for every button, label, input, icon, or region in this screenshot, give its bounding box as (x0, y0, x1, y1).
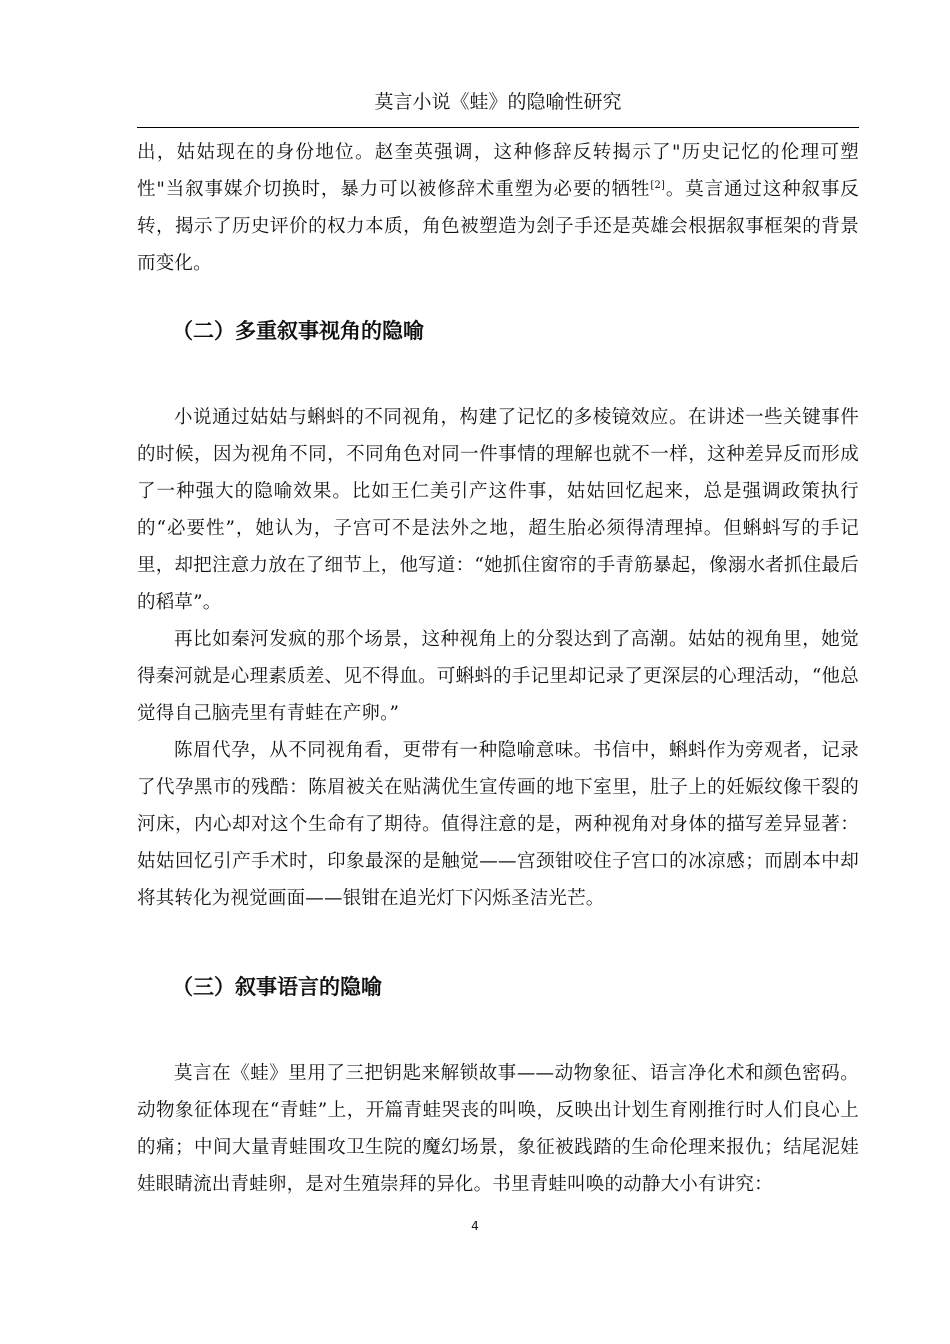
continuation-paragraph (137, 134, 859, 282)
paragraph: 陈眉代孕，从不同视角看，更带有一种隐喻意味。书信中，蝌蚪作为旁观者，记录了代孕黑市的残酷：陈眉被关在贴满优生宣传画的地下室里，肚子上的妊娠纹像干裂的河床，内心却对这个生命有了期待。值得注意的是，两种视角对身体的描写差异显著：姑姑回忆引产手术时，印象最深的是触觉——宫颈钳咬住子宫口的冰凉感；而剧本中却将其转化为视觉画面——银钳在追光灯下闪烁圣洁光芒。 (137, 740, 859, 909)
page-number: 4 (471, 1219, 479, 1233)
running-header: 莫言小说《蛙》的隐喻性研究 (374, 91, 622, 113)
paragraph: 再比如秦河发疯的那个场景，这种视角上的分裂达到了高潮。姑姑的视角里，她觉得秦河就是心理素质差、见不得血。可蝌蚪的手记里却记录了更深层的心理活动，“他总觉得自己脑壳里有青蛙在产卵。” (137, 629, 859, 724)
section-2-body (137, 399, 859, 917)
citation-superscript: [2] (650, 180, 666, 191)
paragraph: 莫言在《蛙》里用了三把钥匙来解锁故事——动物象征、语言净化术和颜色密码。动物象征体现在“青蛙”上，开篇青蛙哭丧的叫唤，反映出计划生育刚推行时人们良心上的痛；中间大量青蛙围攻卫生院的魔幻场景，象征被践踏的生命伦理来报仇；结尾泥娃娃眼睛流出青蛙卵，是对生殖崇拜的异化。书里青蛙叫唤的动静大小有讲究： (137, 1063, 859, 1195)
section-3-body (137, 1055, 859, 1203)
paragraph: 小说通过姑姑与蝌蚪的不同视角，构建了记忆的多棱镜效应。在讲述一些关键事件的时候，因为视角不同，不同角色对同一件事情的理解也就不一样，这种差异反而形成了一种强大的隐喻效果。比如王仁美引产这件事，姑姑回忆起来，总是强调政策执行的“必要性”，她认为，子宫可不是法外之地，超生胎必须得清理掉。但蝌蚪写的手记里，却把注意力放在了细节上，他写道：“她抓住窗帘的手青筋暴起，像溺水者抓住最后的稻草”。 (137, 407, 859, 613)
continuation-text-a: 出，姑姑现在的身份地位。赵奎英强调，这种修辞反转揭示了"历史记忆的伦理可塑性"当叙事媒介切换时，暴力可以被修辞术重塑为必要的牺牲 (137, 142, 859, 200)
header-divider (137, 127, 859, 128)
section-heading-2: （二）多重叙事视角的隐喻 (172, 319, 424, 343)
continuation-text-b: 。莫言通过这种叙事反转，揭示了历史评价的权力本质，角色被塑造为刽子手还是英雄会根据叙事框架的背景而变化。 (137, 179, 859, 274)
section-heading-3: （三）叙事语言的隐喻 (172, 975, 382, 999)
